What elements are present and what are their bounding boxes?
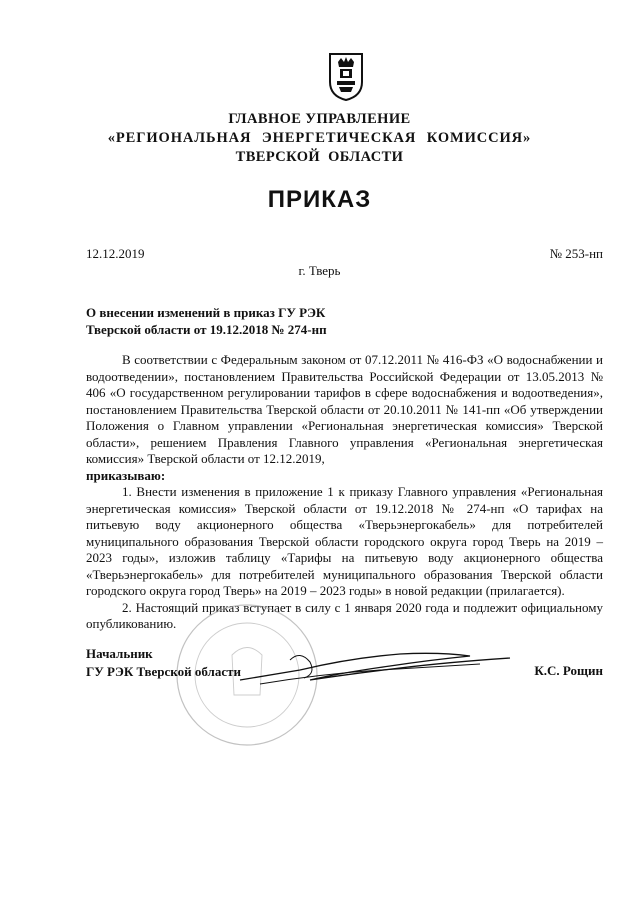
document-city: г. Тверь: [298, 263, 341, 278]
signatory-title-line-2: ГУ РЭК Тверской области: [86, 664, 241, 679]
subject-line-1: О внесении изменений в приказ ГУ РЭК: [86, 305, 326, 320]
document-date: 12.12.2019: [86, 246, 145, 261]
header-line-2: «РЕГИОНАЛЬНАЯ ЭНЕРГЕТИЧЕСКАЯ КОМИССИЯ»: [107, 130, 532, 146]
order-item-2: 2. Настоящий приказ вступает в силу с 1 января 2020 года и подлежит официальному опубликованию.: [86, 599, 603, 631]
signatory-title-line-1: Начальник: [86, 646, 153, 661]
header-line-1: ГЛАВНОЕ УПРАВЛЕНИЕ: [228, 111, 411, 127]
signatory-name: К.С. Рощин: [534, 663, 603, 678]
document-type-title: ПРИКАЗ: [267, 186, 372, 213]
handwritten-signature: [230, 640, 520, 700]
preamble-paragraph: В соответствии с Федеральным законом от 07.12.2011 № 416-ФЗ «О водоснабжении и водоотведении», постановлением Правительства Российской Федерации от 13.05.2013 № 406 «О государственном регулировании тарифов в сфере водоснабжения и водоотведения», постановлением Правительства Тверской области от 20.10.2011 № 141-пп «Об утверждении Положения о Главном управлении «Региональная энергетическая комиссия» Тверской области», решением Правления Главного управления «Региональная энергетическая комиссия» Тверской области от 12.12.2019,: [86, 352, 603, 466]
document-number: № 253-нп: [549, 246, 603, 261]
order-word: приказываю:: [86, 467, 166, 483]
coat-of-arms-icon: [328, 52, 364, 102]
signatory-title: [86, 645, 241, 681]
order-item-1: 1. Внести изменения в приложение 1 к приказу Главного управления «Региональная энергетическая комиссия» Тверской области от 19.12.2018 № 274-нп «О тарифах на питьевую воду акционерного общества «Тверьэнергокабель» для потребителей муниципального образования Тверской области городского округа город Тверь на 2019 – 2023 годы», изложив таблицу «Тарифы на питьевую воду акционерного общества «Тверьэнергокабель» для потребителей муниципального образования Тверской области городского округа город Тверь» на 2019 – 2023 годы» в новой редакции (прилагается).: [86, 484, 603, 598]
document-subject: [86, 305, 376, 338]
header-line-3: ТВЕРСКОЙ ОБЛАСТИ: [235, 149, 404, 165]
document-body: [86, 352, 603, 633]
subject-line-2: Тверской области от 19.12.2018 № 274-нп: [86, 321, 327, 337]
